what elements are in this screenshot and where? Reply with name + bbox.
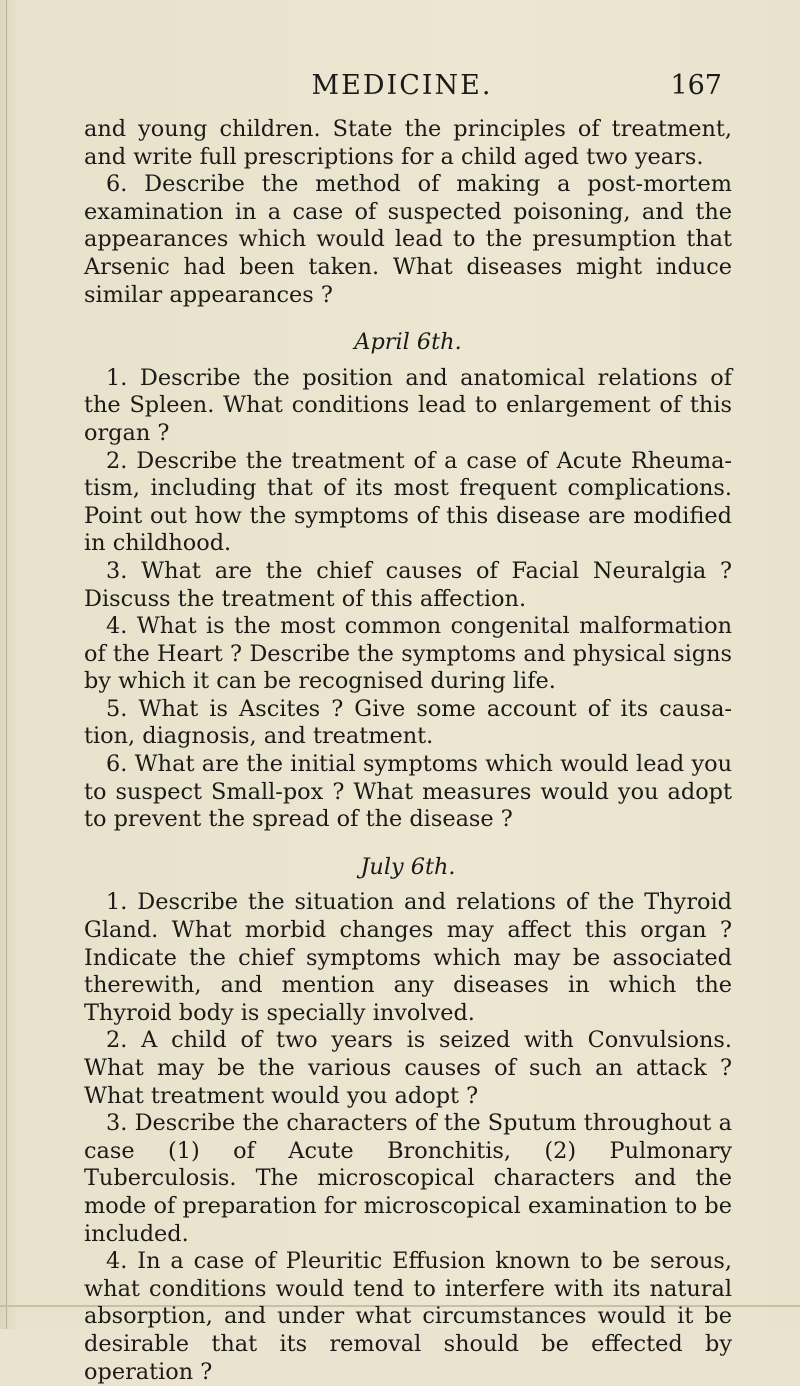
- question-paragraph: 2. Describe the treatment of a case of Acute Rheuma- tism, including that of its most frequent complications. Point out how the symptoms of this disease are modified in childhood.: [84, 447, 732, 557]
- running-head: [82, 66, 722, 106]
- question-paragraph: 3. What are the chief causes of Facial Neuralgia ? Discuss the treatment of this affection.: [84, 557, 732, 612]
- page-edge-left: [6, 0, 7, 1329]
- page-body: [84, 116, 732, 1386]
- question-paragraph: 1. Describe the situation and relations of the Thyroid Gland. What morbid changes may affect this organ ? Indicate the chief symptoms which may be associated therewith, and mention any diseases in which the Thyroid body is specially involved.: [84, 889, 732, 1026]
- question-paragraph: 2. A child of two years is seized with Convulsions. What may be the various causes of such an attack ? What treatment would you adopt ?: [84, 1027, 732, 1109]
- question-paragraph: 4. In a case of Pleuritic Effusion known to be serous, what conditions would tend to interfere with its natural absorption, and under what circumstances would it be desirable that its removal should be effected by operation ?: [84, 1248, 732, 1385]
- running-head-title: MEDICINE.: [311, 70, 493, 101]
- question-paragraph: 5. What is Ascites ? Give some account of its causa- tion, diagnosis, and treatment.: [84, 695, 732, 750]
- question-paragraph: 6. Describe the method of making a post-mortem examination in a case of suspected poisoning, and the appearances which would lead to the presumption that Arsenic had been taken. What diseases might induce similar appearances ?: [84, 171, 732, 308]
- question-paragraph: 1. Describe the position and anatomical relations of the Spleen. What conditions lead to enlargement of this organ ?: [84, 364, 732, 446]
- page-number: 167: [670, 70, 722, 101]
- section-heading-july: July 6th.: [360, 853, 456, 880]
- continued-paragraph: and young children. State the principles of treatment, and write full prescriptions for a child aged two years.: [84, 116, 732, 170]
- question-paragraph: 6. What are the initial symptoms which would lead you to suspect Small-pox ? What measures would you adopt to prevent the spread of the disease ?: [84, 751, 732, 833]
- question-paragraph: 4. What is the most common congenital malformation of the Heart ? Describe the symptoms and physical signs by which it can be recognised during life.: [84, 613, 732, 695]
- question-paragraph: 3. Describe the characters of the Sputum throughout a case (1) of Acute Bronchitis, (2) Pulmonary Tuberculosis. The microscopical characters and the mode of preparation for microscopical examination to be included.: [84, 1110, 732, 1247]
- section-heading-april: April 6th.: [354, 329, 462, 356]
